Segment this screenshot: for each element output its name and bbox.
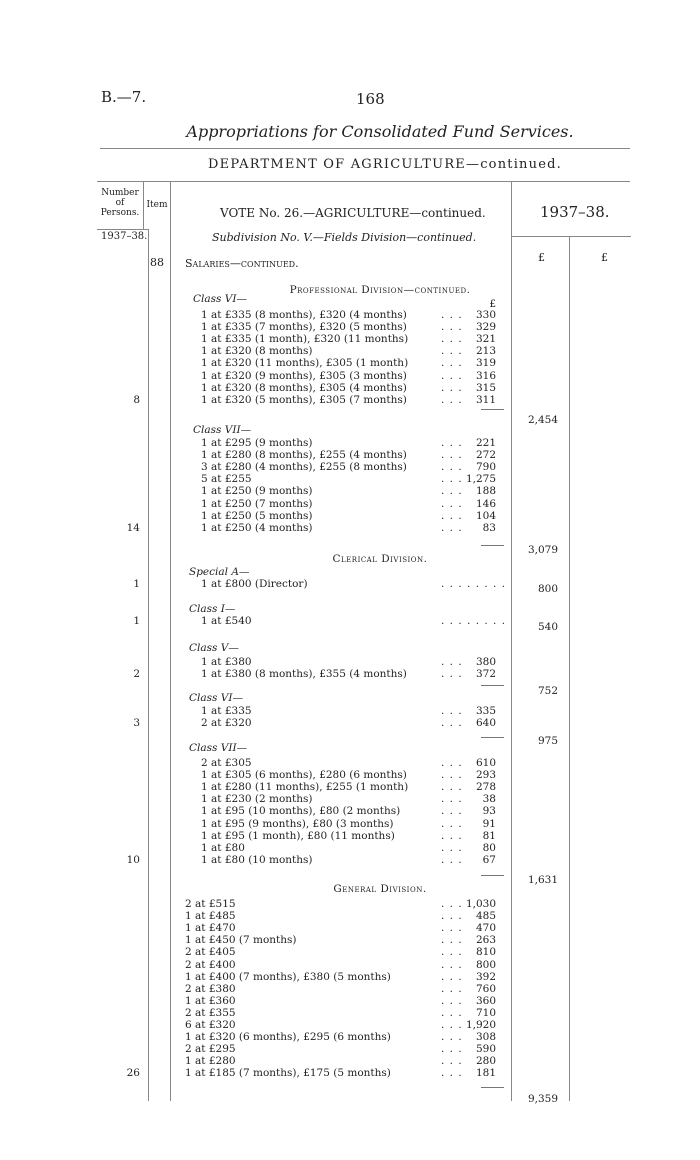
leader-dots: . . . <box>441 994 463 1007</box>
leader-dots: . . . <box>441 781 463 794</box>
table-row <box>0 757 700 769</box>
leader-dots: . . . <box>441 769 463 782</box>
table-row <box>0 553 700 565</box>
rate-description: 1 at £95 (1 month), £80 (11 months) <box>201 829 395 842</box>
leader-dots: . . . <box>441 497 463 510</box>
leader-dots: . . . <box>441 853 463 866</box>
table-top-rule <box>97 181 630 182</box>
leader-dots: . . . <box>441 970 463 983</box>
rate-description: 2 at £320 <box>201 717 252 730</box>
class-label: Class V— <box>189 642 239 654</box>
table-row <box>0 1031 700 1043</box>
amount-value: 335 <box>475 705 496 717</box>
rate-description: 1 at £335 (7 months), £320 (5 months) <box>201 321 407 334</box>
table-row <box>0 1007 700 1019</box>
persons-count: 10 <box>126 853 140 866</box>
rate-description: 1 at £800 (Director) <box>201 578 308 590</box>
table-row <box>0 793 700 805</box>
class-label: Class VI— <box>193 293 247 305</box>
leader-dots: . . . <box>441 757 463 769</box>
table-row <box>0 883 700 895</box>
amount-value: 83 <box>482 521 496 534</box>
rate-description: 2 at £355 <box>185 1006 236 1019</box>
rate-description: 1 at £320 (9 months), £305 (3 months) <box>201 369 407 382</box>
table-row <box>0 898 700 910</box>
leader-dots: . . . <box>441 449 463 462</box>
amount-value: 67 <box>482 853 496 866</box>
persons-count: 2 <box>133 668 140 681</box>
vote-heading: VOTE No. 26.—AGRICULTURE—continued. <box>220 206 486 220</box>
table-row <box>0 705 700 717</box>
table-row <box>0 394 700 406</box>
rate-description: 1 at £335 <box>201 705 252 717</box>
amount-value: 380 <box>475 656 496 668</box>
table-row <box>0 321 700 333</box>
amount-value: 104 <box>475 509 496 522</box>
table-row <box>0 922 700 934</box>
title-rule <box>100 148 630 149</box>
table-row <box>0 473 700 485</box>
leader-dots: . . . <box>441 946 463 959</box>
leader-dots: . . . <box>441 829 463 842</box>
table-row <box>0 842 700 854</box>
rate-description: 1 at £485 <box>185 910 236 923</box>
leader-dots: . . . <box>441 345 463 358</box>
rate-description: 1 at £295 (9 months) <box>201 437 313 449</box>
amount-value: 790 <box>475 461 496 474</box>
general-division-heading: General Division. <box>333 883 427 895</box>
persons-count: 14 <box>126 521 140 534</box>
table-row <box>0 345 700 357</box>
rate-description: 1 at £380 <box>201 656 252 668</box>
leader-dots: . . . <box>441 1019 463 1031</box>
class-label: Class VII— <box>189 742 248 754</box>
salaries-item-number: 88 <box>150 256 164 269</box>
rate-description: 1 at £470 <box>185 922 236 935</box>
currency-col-2: £ <box>601 251 608 264</box>
table-row <box>0 449 700 461</box>
table-row <box>0 854 700 866</box>
rate-description: 1 at £95 (10 months), £80 (2 months) <box>201 805 401 818</box>
subtotal-value: 975 <box>537 735 558 747</box>
rate-description: 1 at £380 (8 months), £355 (4 months) <box>201 668 407 681</box>
table-row <box>0 566 700 578</box>
leader-dots: . . . <box>441 309 463 321</box>
leader-dots: . . . <box>441 485 463 498</box>
leader-dots: . . . <box>441 381 463 394</box>
table-row <box>0 382 700 394</box>
class-label: Class I— <box>189 603 236 615</box>
amount-value: 392 <box>475 970 496 983</box>
leader-dots: . . . <box>441 841 463 854</box>
year-heading: 1937–38. <box>540 203 610 221</box>
leader-dots: . . . . . . . . <box>441 578 507 590</box>
rate-description: 2 at £400 <box>185 958 236 971</box>
subdivision-heading: Subdivision No. V.—Fields Division—continued. <box>212 231 477 244</box>
rate-description: 1 at £250 (7 months) <box>201 497 313 510</box>
amount-value: 760 <box>475 982 496 995</box>
table-row <box>0 642 700 654</box>
amount-value: 80 <box>482 841 496 854</box>
table-row <box>0 995 700 1007</box>
amount-value: 1,920 <box>465 1019 496 1031</box>
leader-dots: . . . <box>441 656 463 668</box>
left-year-label: 1937–38. <box>101 231 148 242</box>
rate-description: 1 at £320 (8 months) <box>201 345 313 358</box>
table-row <box>0 621 700 633</box>
leader-dots: . . . <box>441 982 463 995</box>
rate-description: 6 at £320 <box>185 1019 236 1031</box>
rate-description: 1 at £280 (8 months), £255 (4 months) <box>201 449 407 462</box>
rate-description: 1 at £250 (4 months) <box>201 521 313 534</box>
rate-description: 1 at £335 (1 month), £320 (11 months) <box>201 333 409 346</box>
number-of-persons-header: Number of Persons. <box>100 188 140 218</box>
amount-value: 319 <box>475 357 496 370</box>
subtotal-value: 540 <box>537 621 558 633</box>
table-row <box>0 510 700 522</box>
rate-description: 5 at £255 <box>201 473 252 486</box>
amount-value: 329 <box>475 321 496 334</box>
leader-dots: . . . <box>441 1067 463 1080</box>
amount-value: 311 <box>475 393 496 406</box>
table-row <box>0 830 700 842</box>
amount-value: 280 <box>475 1055 496 1068</box>
table-row <box>0 1043 700 1055</box>
rate-description: 1 at £280 (11 months), £255 (1 month) <box>201 781 409 794</box>
amount-value: 213 <box>475 345 496 358</box>
table-row <box>0 717 700 729</box>
table-row <box>0 357 700 369</box>
amount-value: 278 <box>475 781 496 794</box>
subtotal-rule <box>481 1087 504 1088</box>
leader-dots: . . . <box>441 1043 463 1056</box>
amount-value: 272 <box>475 449 496 462</box>
rate-description: 1 at £320 (5 months), £305 (7 months) <box>201 393 407 406</box>
table-row <box>0 437 700 449</box>
leader-dots: . . . <box>441 910 463 923</box>
table-row <box>0 818 700 830</box>
subtotal-value: 9,359 <box>527 1093 558 1105</box>
table-row <box>0 971 700 983</box>
amount-value: 321 <box>475 333 496 346</box>
clerical-division-heading: Clerical Division. <box>332 553 428 565</box>
rate-description: 1 at £335 (8 months), £320 (4 months) <box>201 309 407 321</box>
rate-description: 1 at £230 (2 months) <box>201 793 313 806</box>
amount-value: 470 <box>475 922 496 935</box>
table-row <box>0 656 700 668</box>
rate-description: 3 at £280 (4 months), £255 (8 months) <box>201 461 407 474</box>
table-row <box>0 959 700 971</box>
table-row <box>0 946 700 958</box>
table-row <box>0 1019 700 1031</box>
amount-value: 81 <box>482 829 496 842</box>
amount-value: 1,030 <box>465 898 496 910</box>
table-row <box>0 498 700 510</box>
class-label: Class VI— <box>189 692 243 704</box>
table-row <box>0 910 700 922</box>
amount-value: 38 <box>482 793 496 806</box>
table-row <box>0 668 700 680</box>
table-row <box>0 781 700 793</box>
subtotal-value: 1,631 <box>527 874 558 886</box>
item-header: Item <box>146 200 168 210</box>
subtotal-value: 3,079 <box>527 544 558 556</box>
table-row <box>0 742 700 754</box>
amount-value: 221 <box>475 437 496 449</box>
rate-description: 1 at £95 (9 months), £80 (3 months) <box>201 817 394 830</box>
rate-description: 1 at £400 (7 months), £380 (5 months) <box>185 970 391 983</box>
table-row <box>0 934 700 946</box>
year-header-rule <box>511 236 631 237</box>
subtotal-value: 752 <box>537 685 558 697</box>
amount-value: 372 <box>475 668 496 681</box>
amount-currency: £ <box>489 298 496 310</box>
persons-count: 1 <box>133 615 140 627</box>
salaries-heading: Salaries—continued. <box>185 257 299 270</box>
table-row <box>0 424 700 436</box>
rate-description: 1 at £250 (5 months) <box>201 509 313 522</box>
rate-description: 1 at £80 <box>201 841 245 854</box>
rate-description: 1 at £305 (6 months), £280 (6 months) <box>201 769 407 782</box>
rate-description: 1 at £320 (8 months), £305 (4 months) <box>201 381 407 394</box>
leader-dots: . . . <box>441 934 463 947</box>
table-row <box>0 983 700 995</box>
persons-count: 3 <box>133 717 140 730</box>
table-row <box>0 603 700 615</box>
rate-description: 1 at £540 <box>201 615 252 627</box>
table-row <box>0 309 700 321</box>
table-row <box>0 805 700 817</box>
rate-description: 2 at £380 <box>185 982 236 995</box>
rate-description: 2 at £515 <box>185 898 236 910</box>
amount-value: 293 <box>475 769 496 782</box>
subtotal-rule <box>481 409 504 410</box>
amount-value: 810 <box>475 946 496 959</box>
table-row <box>0 370 700 382</box>
table-row <box>0 583 700 595</box>
leader-dots: . . . <box>441 668 463 681</box>
rate-description: 2 at £295 <box>185 1043 236 1056</box>
leader-dots: . . . <box>441 922 463 935</box>
leader-dots: . . . <box>441 1031 463 1044</box>
rate-description: 2 at £305 <box>201 757 252 769</box>
leader-dots: . . . <box>441 333 463 346</box>
rate-description: 1 at £360 <box>185 994 236 1007</box>
table-row <box>0 692 700 704</box>
rate-description: 1 at £250 (9 months) <box>201 485 313 498</box>
table-row <box>0 769 700 781</box>
table-row <box>0 485 700 497</box>
persons-count: 26 <box>126 1067 140 1080</box>
amount-value: 485 <box>475 910 496 923</box>
leader-dots: . . . <box>441 793 463 806</box>
leader-dots: . . . <box>441 1055 463 1068</box>
page-title: Appropriations for Consolidated Fund Services. <box>186 122 574 141</box>
table-row <box>0 522 700 534</box>
class-label: Class VII— <box>193 424 252 436</box>
table-row <box>0 333 700 345</box>
amount-value: 146 <box>475 497 496 510</box>
amount-value: 1,275 <box>465 473 496 486</box>
page-code: B.—7. <box>101 88 147 106</box>
rate-description: 1 at £320 (11 months), £305 (1 month) <box>201 357 409 370</box>
subtotal-value: 800 <box>537 583 558 595</box>
amount-value: 315 <box>475 381 496 394</box>
amount-value: 610 <box>475 757 496 769</box>
leader-dots: . . . <box>441 473 463 486</box>
leader-dots: . . . . . . . . <box>441 615 507 627</box>
amount-value: 640 <box>475 717 496 730</box>
page-number: 168 <box>356 90 385 108</box>
leader-dots: . . . <box>441 393 463 406</box>
amount-value: 710 <box>475 1006 496 1019</box>
leader-dots: . . . <box>441 898 463 910</box>
amount-value: 316 <box>475 369 496 382</box>
table-row <box>0 1055 700 1067</box>
amount-value: 360 <box>475 994 496 1007</box>
leader-dots: . . . <box>441 509 463 522</box>
persons-header-rule <box>97 229 148 230</box>
leader-dots: . . . <box>441 1006 463 1019</box>
rate-description: 1 at £320 (6 months), £295 (6 months) <box>185 1031 391 1044</box>
table-row <box>0 461 700 473</box>
table-row <box>0 1093 700 1105</box>
leader-dots: . . . <box>441 357 463 370</box>
leader-dots: . . . <box>441 805 463 818</box>
amount-value: 330 <box>475 309 496 321</box>
amount-value: 188 <box>475 485 496 498</box>
leader-dots: . . . <box>441 958 463 971</box>
rate-description: 1 at £185 (7 months), £175 (5 months) <box>185 1067 391 1080</box>
leader-dots: . . . <box>441 705 463 717</box>
leader-dots: . . . <box>441 369 463 382</box>
amount-value: 800 <box>475 958 496 971</box>
rate-description: 1 at £450 (7 months) <box>185 934 297 947</box>
rate-description: 1 at £80 (10 months) <box>201 853 313 866</box>
subtotal-value: 2,454 <box>527 414 558 426</box>
amount-value: 181 <box>475 1067 496 1080</box>
leader-dots: . . . <box>441 461 463 474</box>
professional-division-heading: Professional Division—continued. <box>289 284 471 296</box>
persons-count: 1 <box>133 578 140 590</box>
amount-value: 91 <box>482 817 496 830</box>
currency-col-1: £ <box>538 251 545 264</box>
leader-dots: . . . <box>441 321 463 334</box>
amount-value: 93 <box>482 805 496 818</box>
rate-description: 1 at £280 <box>185 1055 236 1068</box>
table-row <box>0 1067 700 1079</box>
leader-dots: . . . <box>441 817 463 830</box>
persons-count: 8 <box>133 393 140 406</box>
class-label: Special A— <box>189 566 250 578</box>
amount-value: 308 <box>475 1031 496 1044</box>
leader-dots: . . . <box>441 437 463 449</box>
amount-value: 590 <box>475 1043 496 1056</box>
leader-dots: . . . <box>441 521 463 534</box>
leader-dots: . . . <box>441 717 463 730</box>
amount-value: 263 <box>475 934 496 947</box>
department-title: DEPARTMENT OF AGRICULTURE—continued. <box>208 157 562 172</box>
rate-description: 2 at £405 <box>185 946 236 959</box>
